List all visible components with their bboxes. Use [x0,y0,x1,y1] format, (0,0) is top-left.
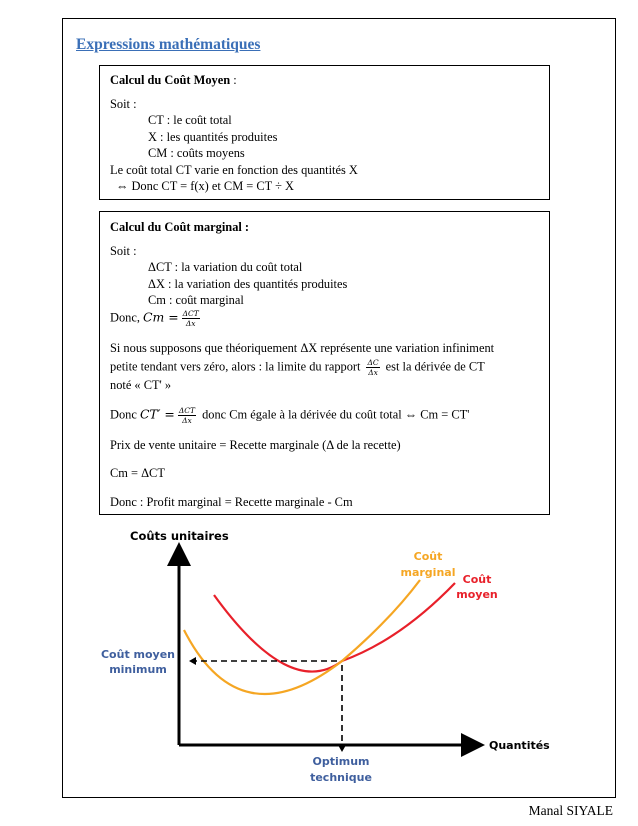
frac-num: ΔCT [182,308,199,318]
label-optimum-2: technique [310,771,372,784]
y-axis-label: Coûts unitaires [130,529,229,543]
donc2-end: Cm = CT' [417,406,470,421]
section-title: Expressions mathématiques [76,36,261,53]
def-ct: CT : le coût total [148,113,232,127]
cout-marginal-title: Calcul du Coût marginal : [110,220,250,234]
line-cout-total: Le coût total CT varie en fonction des quantités X [110,162,358,177]
label-cout-moyen-minimum-2: minimum [109,663,167,676]
para-limite-b-text: petite tendant vers zéro, alors : la limite du rapport [110,359,361,374]
guide-arrow-down [338,745,346,752]
para-limite-d: noté « CT' » [110,378,172,392]
cm-lhs: Cm = [143,308,179,324]
cout-moyen-title: Calcul du Coût Moyen [110,73,231,87]
guide-arrow-left [189,657,196,665]
frac-den: Δx [182,415,192,425]
footer-author: Manal SIYALE [528,803,613,818]
para-limite-c: est la dérivée de CT [385,359,485,374]
frac-num: ΔC [367,358,379,367]
para-limite-a: Si nous supposons que théoriquement ΔX représente une variation infiniment [110,340,495,355]
label-optimum-1: Optimum [312,755,370,768]
x-axis-label: Quantités [489,739,550,752]
cout-moyen-curve [214,583,455,672]
def-delta-x: ΔX : la variation des quantités produites [148,276,348,291]
def-x: X : les quantités produites [148,129,278,144]
frac-den: Δx [185,318,196,328]
donc2-suffix: donc Cm égale à la dérivée du coût total [199,406,405,421]
equivalence-icon: ⇔ [116,179,129,193]
def-cm-marginal: Cm : coût marginal [148,293,244,307]
donc2-prefix: Donc [110,406,140,421]
line-prix-vente: Prix de vente unitaire = Recette marginale (Δ de la recette) [110,437,401,452]
ct-prime: CT′ = [139,405,175,421]
soit-label: Soit : [110,96,137,111]
soit-label-2: Soit : [110,243,137,258]
label-cout-moyen-2: moyen [456,588,498,601]
def-delta-ct: ΔCT : la variation du coût total [148,260,303,274]
frac-den: Δx [368,368,378,377]
frac-num: ΔCT [178,405,195,415]
cout-marginal-curve [184,580,420,694]
line-profit-marginal: Donc : Profit marginal = Recette marginale - Cm [110,494,353,509]
label-cout-marginal-2: marginal [400,566,456,579]
label-cout-moyen-1: Coût [462,573,492,586]
donc-ct-text: Donc CT = f(x) et CM = CT ÷ X [128,179,294,193]
line-cm-delta: Cm = ΔCT [110,466,165,480]
label-cout-marginal-1: Coût [413,550,443,563]
def-cm: CM : coûts moyens [148,146,245,160]
label-cout-moyen-minimum-1: Coût moyen [100,648,176,661]
cout-moyen-title-suffix: : [230,73,237,87]
donc-prefix: Donc, [110,309,144,324]
equivalence-icon: ⇔ [404,406,418,421]
